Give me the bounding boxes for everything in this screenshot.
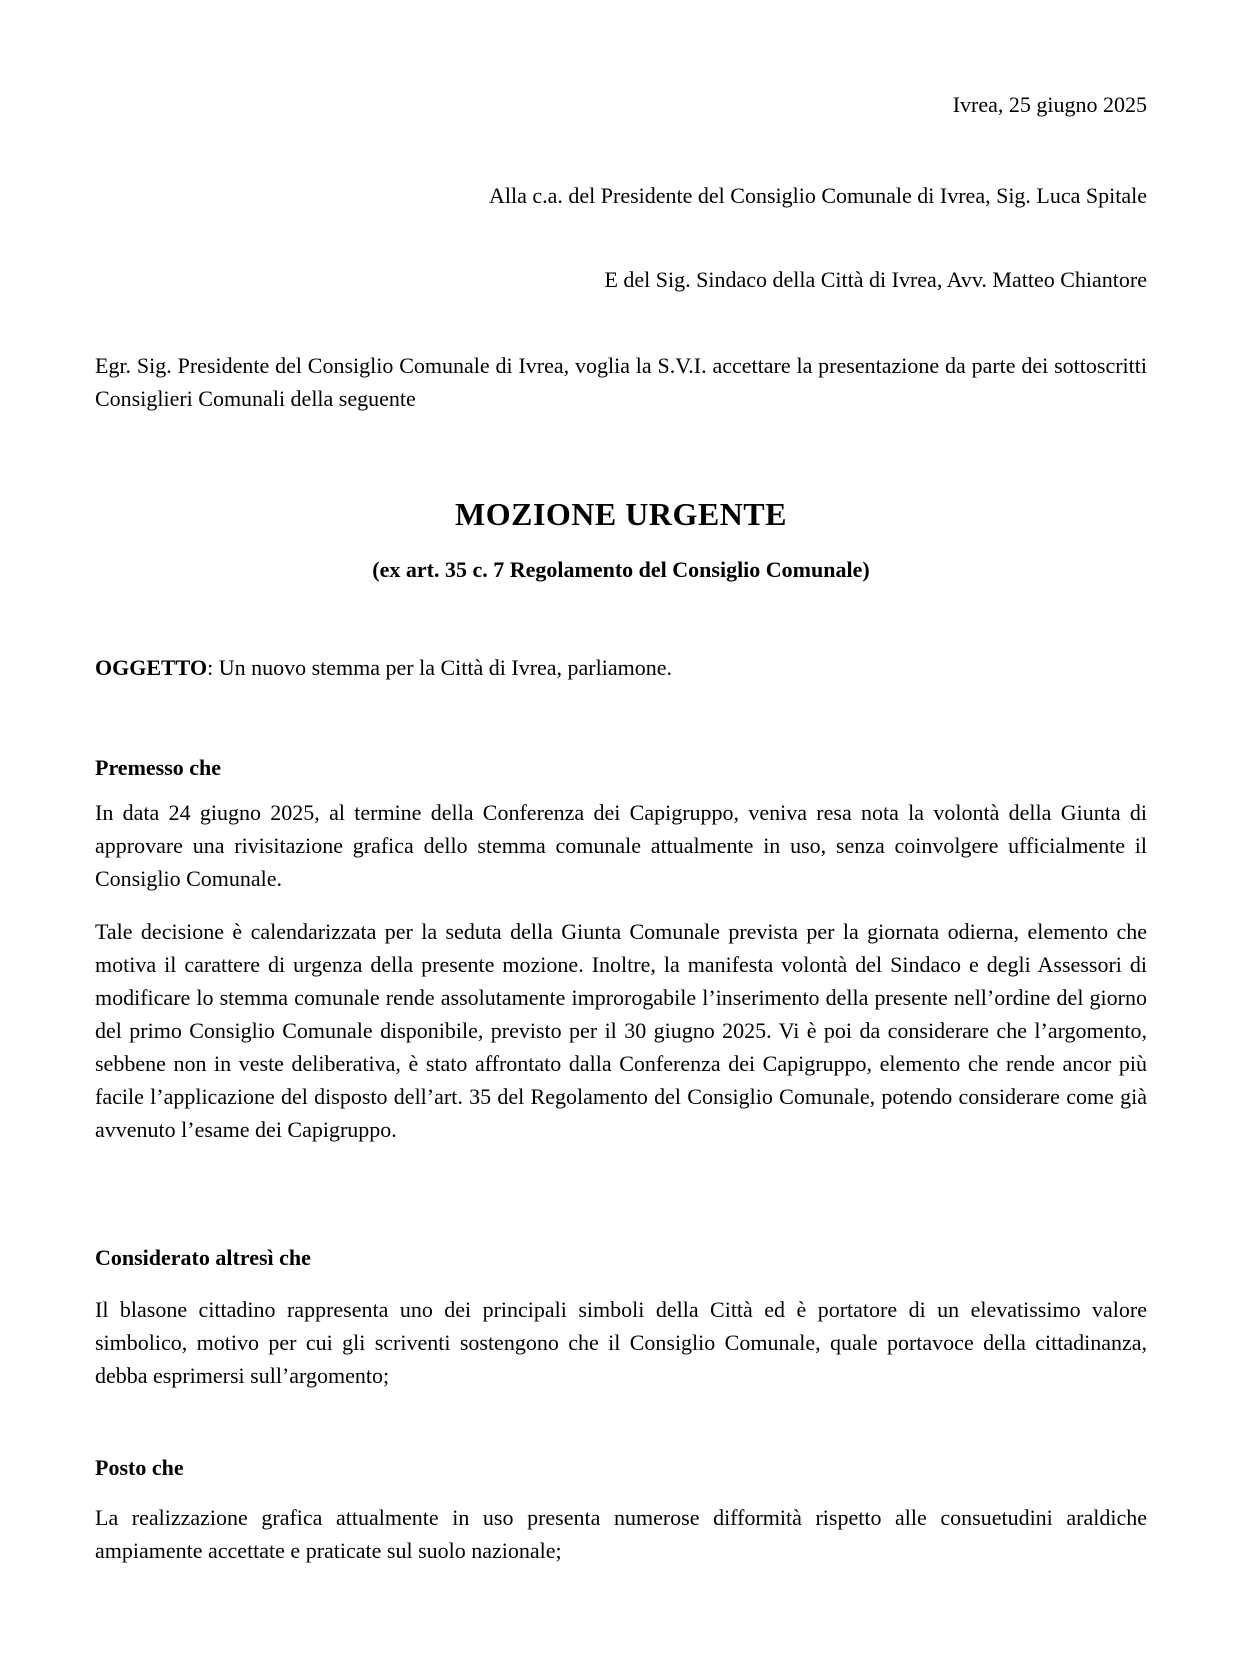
paragraph-considerato-1: Il blasone cittadino rappresenta uno dei principali simboli della Città ed è portatore di un elevatissimo valore simbolico, motivo per cui gli scriventi sostengono che il Consiglio Comunale, quale portavoce della cittadinanza, debba esprimersi sull’argomento;: [95, 1297, 1147, 1388]
subject-label: OGGETTO: [95, 655, 208, 680]
date-line: Ivrea, 25 giugno 2025: [952, 92, 1147, 117]
salutation-paragraph: Egr. Sig. Presidente del Consiglio Comunale di Ivrea, voglia la S.V.I. accettare la presentazione da parte dei sottoscritti Consiglieri Comunali della seguente: [95, 353, 1147, 411]
section-heading-posto: Posto che: [95, 1455, 184, 1480]
paragraph-premesso-1: In data 24 giugno 2025, al termine della Conferenza dei Capigruppo, veniva resa nota la volontà della Giunta di approvare una rivisitazione grafica dello stemma comunale attualmente in uso, senza coinvolgere ufficialmente il Consiglio Comunale.: [95, 800, 1147, 891]
subject-line: [95, 651, 1147, 684]
recipient-line-president: Alla c.a. del Presidente del Consiglio Comunale di Ivrea, Sig. Luca Spitale: [488, 183, 1147, 208]
document-title: MOZIONE URGENTE: [455, 496, 787, 532]
subject-text: : Un nuovo stemma per la Città di Ivrea, parliamone.: [207, 655, 672, 680]
section-heading-considerato: Considerato altresì che: [95, 1245, 311, 1270]
section-heading-premesso: Premesso che: [95, 755, 222, 780]
paragraph-premesso-2: Tale decisione è calendarizzata per la seduta della Giunta Comunale prevista per la giornata odierna, elemento che motiva il carattere di urgenza della presente mozione. Inoltre, la manifesta volontà del Sindaco e degli Assessori di modificare lo stemma comunale rende assolutamente improrogabile l’inserimento della presente nell’ordine del giorno del primo Consiglio Comunale disponibile, previsto per il 30 giugno 2025. Vi è poi da considerare che l’argomento, sebbene non in veste deliberativa, è stato affrontato dalla Conferenza dei Capigruppo, elemento che rende ancor più facile l’applicazione del disposto dell’art. 35 del Regolamento del Consiglio Comunale, potendo considerare come già avvenuto l’esame dei Capigruppo.: [95, 919, 1147, 1142]
recipient-line-mayor: E del Sig. Sindaco della Città di Ivrea, Avv. Matteo Chiantore: [604, 267, 1147, 292]
document-subtitle: (ex art. 35 c. 7 Regolamento del Consiglio Comunale): [372, 557, 870, 582]
paragraph-posto-1: La realizzazione grafica attualmente in uso presenta numerose difformità rispetto alle consuetudini araldiche ampiamente accettate e praticate sul suolo nazionale;: [95, 1505, 1147, 1563]
